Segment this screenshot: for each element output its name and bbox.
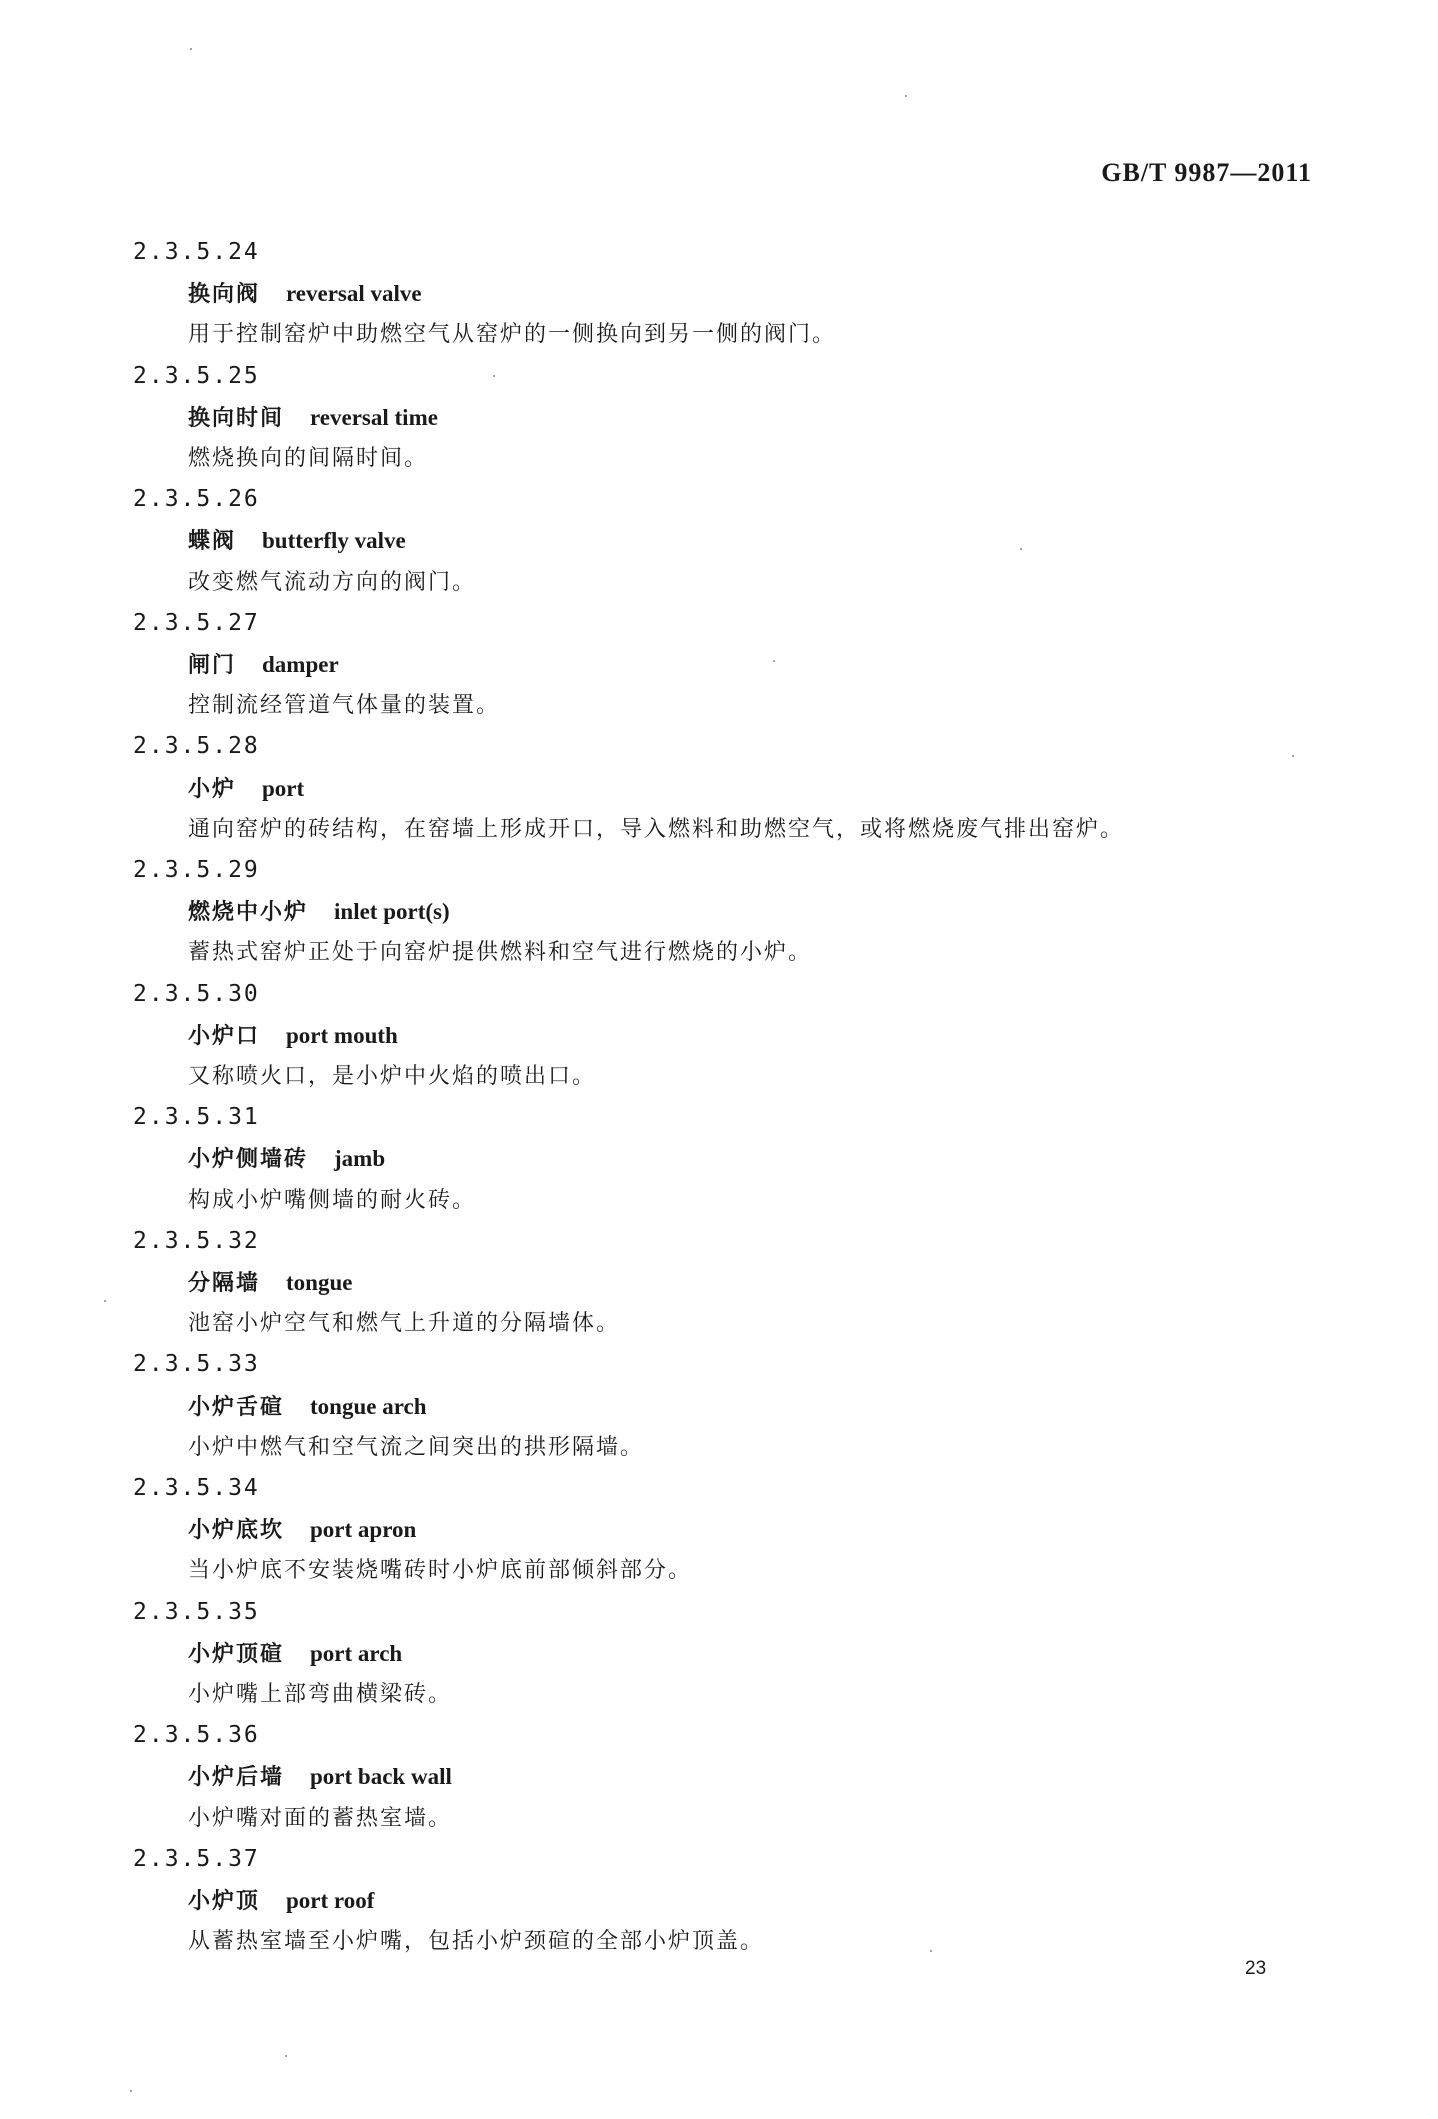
- term-chinese: 小炉: [188, 776, 237, 802]
- term-heading: [0, 768, 1438, 809]
- term-number: 2.3.5.26: [133, 486, 260, 513]
- term-heading: [0, 1633, 1438, 1674]
- scan-speck: [930, 1950, 932, 1952]
- term-chinese: 小炉后墙: [188, 1765, 285, 1791]
- term-definition: 改变燃气流动方向的阀门。: [188, 569, 477, 595]
- term-definition: 控制流经管道气体量的装置。: [188, 693, 501, 719]
- term-number: 2.3.5.34: [133, 1474, 260, 1501]
- term-number: 2.3.5.33: [133, 1351, 260, 1378]
- term-heading: [0, 1262, 1438, 1303]
- term-number: 2.3.5.32: [133, 1227, 260, 1254]
- scan-speck: [190, 48, 192, 50]
- term-number: 2.3.5.28: [133, 733, 260, 760]
- scan-speck: [1292, 755, 1294, 757]
- term-definition: 池窑小炉空气和燃气上升道的分隔墙体。: [188, 1311, 621, 1337]
- term-chinese: 分隔墙: [188, 1270, 261, 1296]
- term-number: 2.3.5.31: [133, 1104, 260, 1131]
- term-english: tongue arch: [310, 1393, 427, 1419]
- page-number: 23: [1245, 1958, 1267, 1979]
- term-heading: [0, 1756, 1438, 1797]
- term-definition: 用于控制窑炉中助燃空气从窑炉的一侧换向到另一侧的阀门。: [188, 322, 837, 348]
- term-entry: [0, 603, 1438, 727]
- term-chinese: 小炉舌碹: [188, 1394, 285, 1420]
- term-definition: 蓄热式窑炉正处于向窑炉提供燃料和空气进行燃烧的小炉。: [188, 940, 813, 966]
- term-entry: [0, 479, 1438, 603]
- term-heading: [0, 273, 1438, 314]
- term-definition: 小炉嘴上部弯曲横梁砖。: [188, 1681, 453, 1707]
- term-number: 2.3.5.36: [133, 1722, 260, 1749]
- term-english: butterfly valve: [262, 528, 406, 554]
- term-chinese: 燃烧中小炉: [188, 900, 309, 926]
- scan-speck: [130, 2090, 132, 2092]
- scan-speck: [493, 375, 495, 377]
- term-number: 2.3.5.29: [133, 856, 260, 883]
- term-entry: [0, 1221, 1438, 1345]
- term-chinese: 换向阀: [188, 282, 261, 308]
- term-definition: 从蓄热室墙至小炉嘴，包括小炉颈碹的全部小炉顶盖。: [188, 1929, 765, 1955]
- term-english: reversal valve: [286, 281, 422, 307]
- term-english: tongue: [286, 1269, 353, 1295]
- term-number: 2.3.5.37: [133, 1845, 260, 1872]
- standard-code: GB/T 9987—2011: [1101, 158, 1312, 187]
- term-definition: 又称喷火口，是小炉中火焰的喷出口。: [188, 1063, 597, 1089]
- term-chinese: 小炉口: [188, 1023, 261, 1049]
- term-english: reversal time: [310, 404, 438, 430]
- term-entry: [0, 1097, 1438, 1221]
- term-definition: 构成小炉嘴侧墙的耐火砖。: [188, 1187, 477, 1213]
- term-english: jamb: [334, 1146, 386, 1172]
- term-english: port back wall: [310, 1764, 452, 1790]
- term-heading: [0, 1880, 1438, 1921]
- term-chinese: 小炉侧墙砖: [188, 1147, 309, 1173]
- term-heading: [0, 520, 1438, 561]
- term-chinese: 换向时间: [188, 405, 285, 431]
- term-english: port mouth: [286, 1022, 398, 1048]
- scan-speck: [1020, 548, 1022, 550]
- term-chinese: 闸门: [188, 652, 237, 678]
- term-heading: [0, 397, 1438, 438]
- term-entry: [0, 232, 1438, 356]
- term-english: inlet port(s): [334, 899, 450, 925]
- scan-speck: [905, 95, 907, 97]
- term-number: 2.3.5.35: [133, 1598, 260, 1625]
- term-chinese: 小炉底坎: [188, 1518, 285, 1544]
- term-chinese: 小炉顶: [188, 1888, 261, 1914]
- term-english: damper: [262, 651, 339, 677]
- term-entry: [0, 356, 1438, 480]
- term-definition: 小炉中燃气和空气流之间突出的拱形隔墙。: [188, 1434, 645, 1460]
- term-english: port apron: [310, 1517, 417, 1543]
- term-entry: [0, 1715, 1438, 1839]
- term-english: port arch: [310, 1640, 403, 1666]
- term-entry: [0, 1468, 1438, 1592]
- term-number: 2.3.5.25: [133, 362, 260, 389]
- term-english: port roof: [286, 1887, 375, 1913]
- term-number: 2.3.5.27: [133, 609, 260, 636]
- term-entry: [0, 1839, 1438, 1963]
- term-chinese: 蝶阀: [188, 529, 237, 555]
- term-definition: 通向窑炉的砖结构，在窑墙上形成开口，导入燃料和助燃空气，或将燃烧废气排出窑炉。: [188, 816, 1125, 842]
- scan-speck: [773, 660, 775, 662]
- term-entry: [0, 726, 1438, 850]
- term-entry: [0, 1344, 1438, 1468]
- term-heading: [0, 1386, 1438, 1427]
- scan-speck: [285, 2055, 287, 2057]
- scan-speck: [104, 1300, 106, 1302]
- term-entry: [0, 1592, 1438, 1716]
- term-heading: [0, 1509, 1438, 1550]
- term-list: [0, 232, 1438, 1962]
- term-heading: [0, 1138, 1438, 1179]
- term-entry: [0, 850, 1438, 974]
- term-number: 2.3.5.30: [133, 980, 260, 1007]
- term-heading: [0, 1015, 1438, 1056]
- term-english: port: [262, 775, 305, 801]
- term-number: 2.3.5.24: [133, 239, 260, 265]
- term-chinese: 小炉顶碹: [188, 1641, 285, 1667]
- term-heading: [0, 891, 1438, 932]
- term-heading: [0, 644, 1438, 685]
- term-definition: 小炉嘴对面的蓄热室墙。: [188, 1805, 453, 1831]
- term-entry: [0, 974, 1438, 1098]
- term-definition: 燃烧换向的间隔时间。: [188, 445, 429, 471]
- term-definition: 当小炉底不安装烧嘴砖时小炉底前部倾斜部分。: [188, 1558, 693, 1584]
